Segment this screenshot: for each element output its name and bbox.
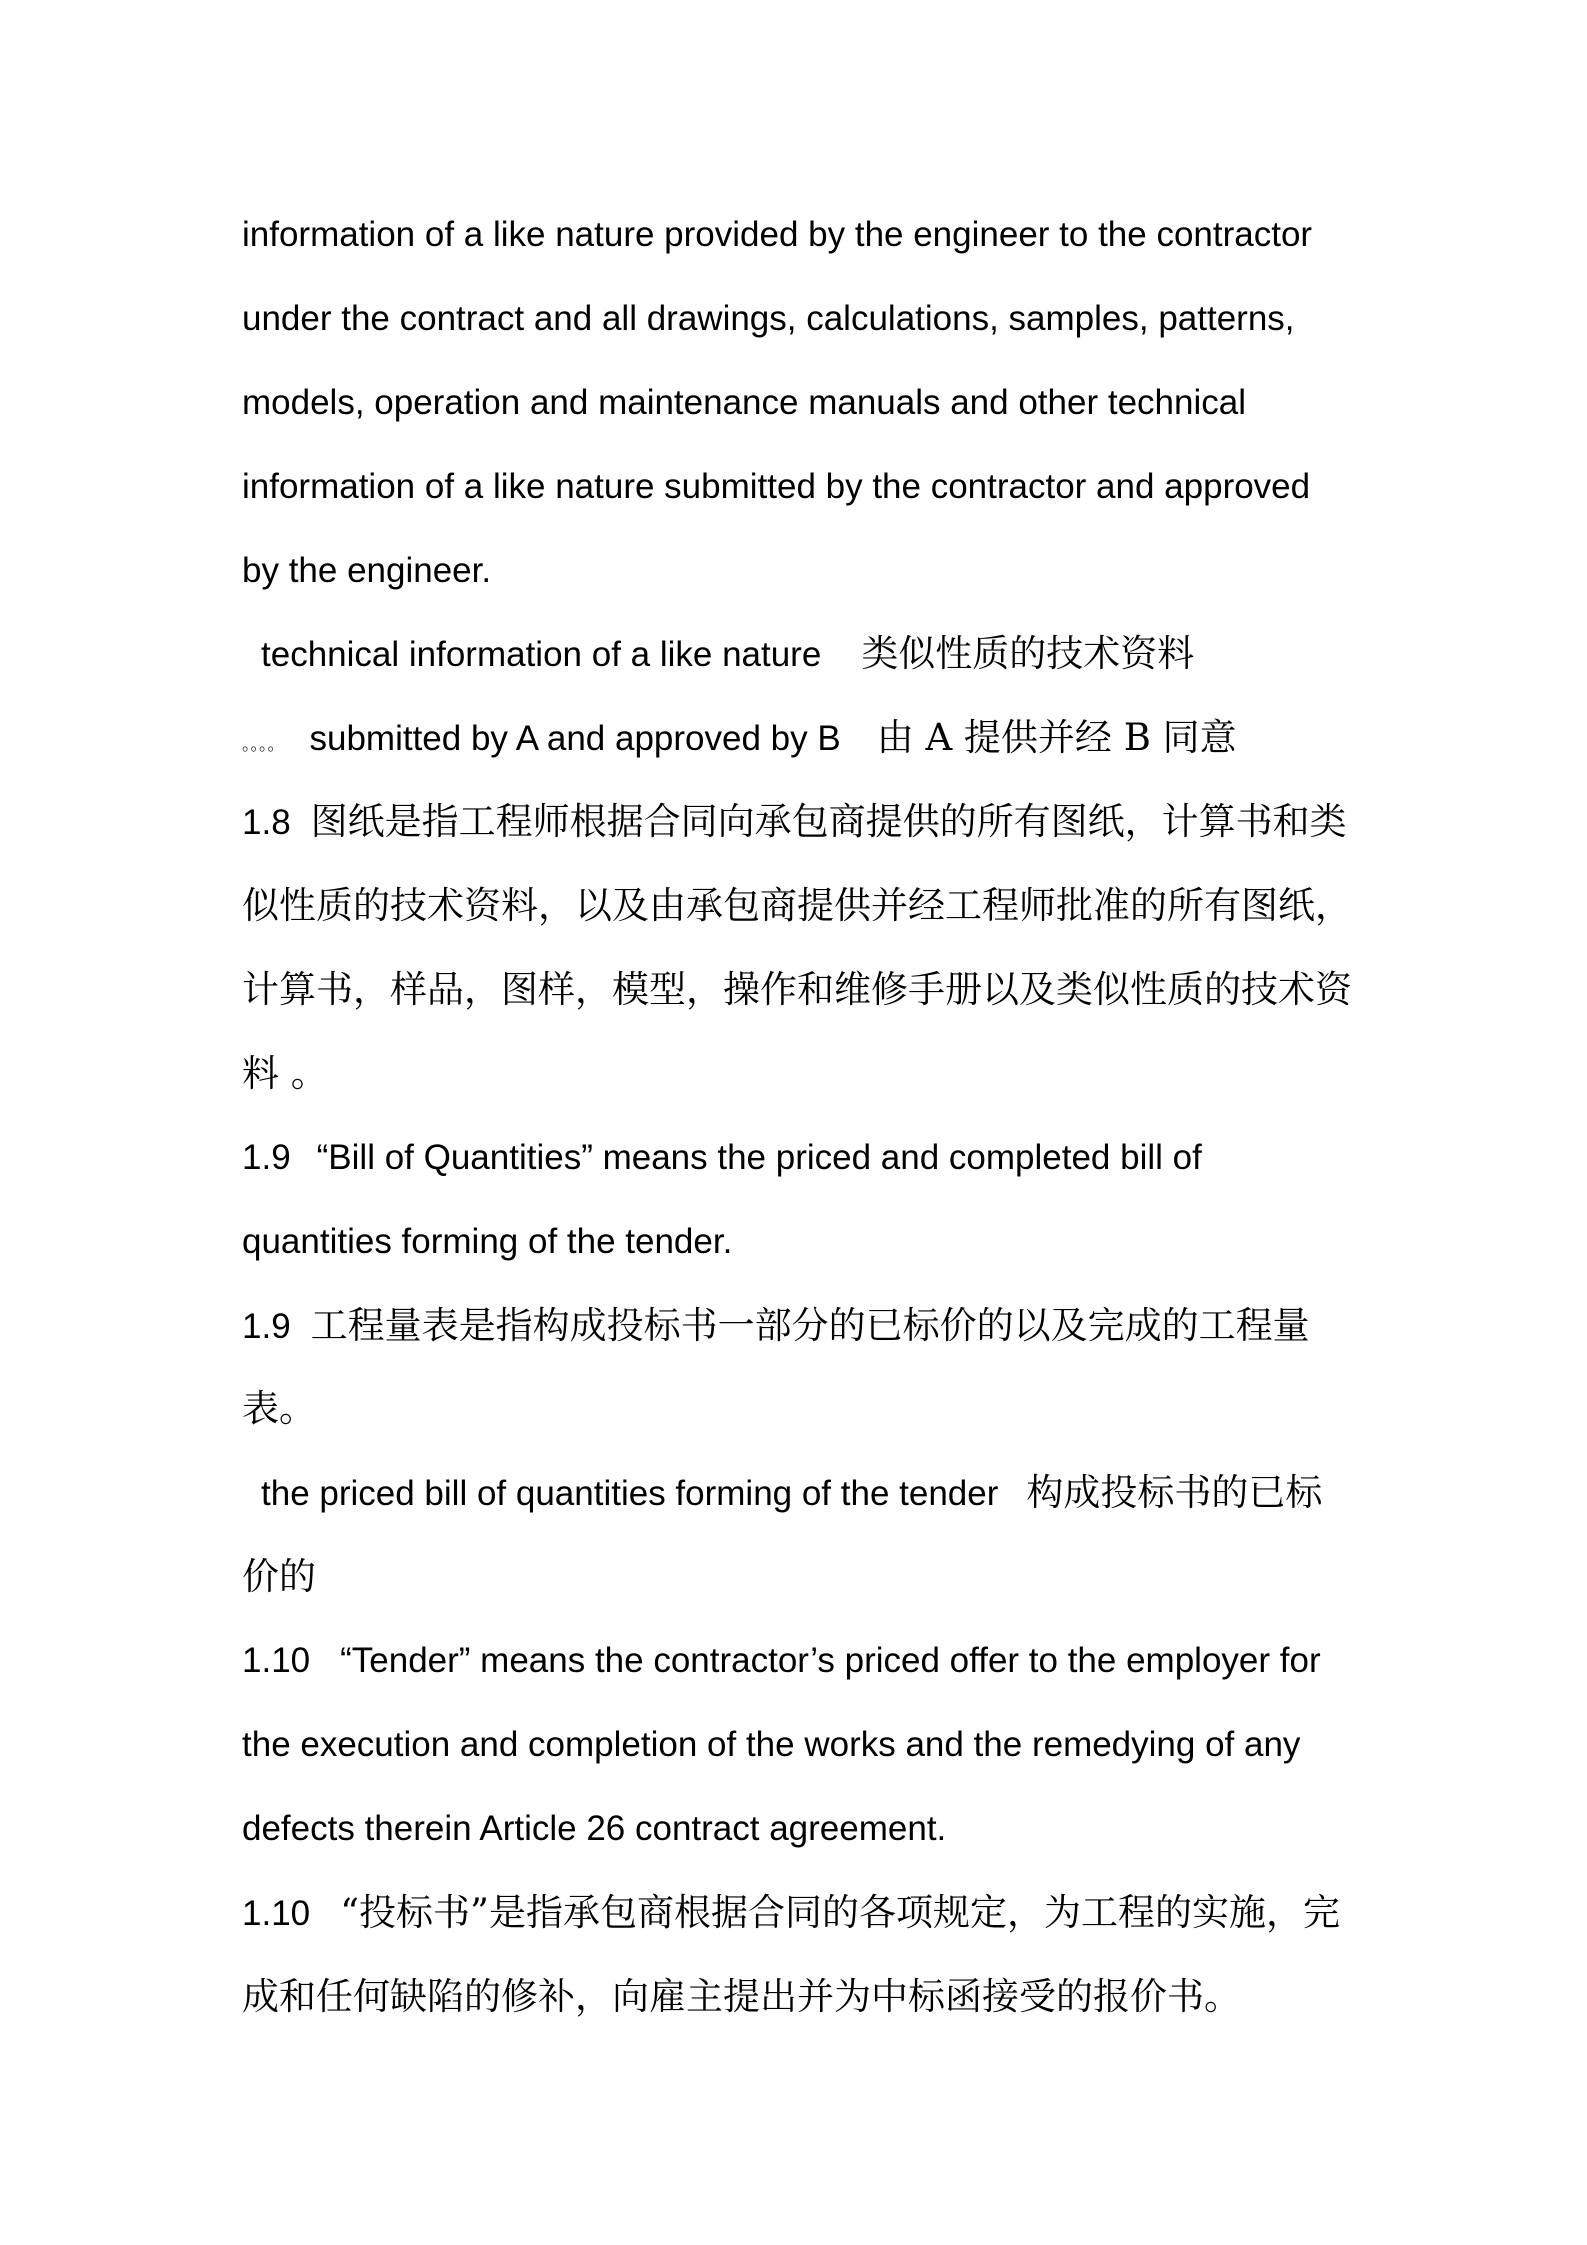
definition-drawings-en [242, 193, 1542, 612]
text-line: defects therein Article 26 contract agreement. [242, 1808, 947, 1848]
vocab-term: the priced bill of quantities forming of the tender [261, 1474, 999, 1514]
vocab-notes-1-9 [242, 1451, 1542, 1619]
clause-number: 1.10 [242, 1893, 311, 1933]
document-page [242, 193, 1542, 2039]
clause-1-9-en [242, 1116, 1542, 1284]
clause-text: 图纸是指工程师根据合同向承包商提供的所有图纸，计算书和类 [310, 800, 1347, 844]
vocab-term: submitted by A and approved by B [309, 719, 841, 759]
clause-number: 1.8 [242, 803, 291, 843]
clause-text: 工程量表是指构成投标书一部分的已标价的以及完成的工程量 [310, 1303, 1310, 1347]
text-line: under the contract and all drawings, calculations, samples, patterns, [242, 298, 1295, 338]
text-line: 似性质的技术资料，以及由承包商提供并经工程师批准的所有图纸， [242, 884, 1352, 928]
text-line: 计算书，样品，图样，模型，操作和维修手册以及类似性质的技术资 [242, 968, 1352, 1012]
clause-number: 1.9 [242, 1306, 291, 1346]
text-line: 表。 [242, 1387, 316, 1431]
vocab-translation-continued: 价的 [242, 1555, 316, 1599]
clause-text: “Tender” means the contractor’s priced offer to the employer for [340, 1641, 1321, 1681]
text-line [242, 780, 1542, 864]
clause-1-10-zh [242, 1871, 1542, 2039]
text-line: information of a like nature submitted by the contractor and approved [242, 466, 1311, 506]
vocab-translation: 构成投标书的已标 [1026, 1471, 1323, 1515]
vocab-note [242, 1451, 1542, 1535]
vocab-translation: 由 A 提供并经 B 同意 [876, 716, 1237, 760]
clause-number: 1.10 [242, 1641, 311, 1681]
clause-1-10-en [242, 1619, 1542, 1871]
text-line [242, 1116, 1542, 1200]
clause-text: “Bill of Quantities” means the priced and completed bill of [316, 1137, 1202, 1177]
vocab-translation: 类似性质的技术资料 [861, 632, 1195, 676]
ellipsis-marks: 。。。。 [242, 735, 285, 756]
text-line: models, operation and maintenance manuals and other technical [242, 382, 1246, 422]
vocab-note [242, 696, 1542, 780]
vocab-note [242, 612, 1542, 696]
text-line [242, 1284, 1542, 1368]
text-line: information of a like nature provided by the engineer to the contractor [242, 215, 1313, 254]
text-line: 料 。 [242, 1051, 328, 1095]
text-line [242, 1871, 1542, 1955]
clause-number: 1.9 [242, 1137, 291, 1177]
text-line [242, 1619, 1542, 1703]
clause-text: “投标书”是指承包商根据合同的各项规定，为工程的实施，完 [340, 1890, 1340, 1934]
text-line: 成和任何缺陷的修补，向雇主提出并为中标函接受的报价书。 [242, 1974, 1241, 2018]
vocab-term: technical information of a like nature [261, 635, 822, 675]
clause-1-8-zh [242, 780, 1542, 1116]
text-line: the execution and completion of the works and the remedying of any [242, 1725, 1301, 1765]
clause-1-9-zh [242, 1284, 1542, 1452]
text-line: quantities forming of the tender. [242, 1221, 733, 1261]
vocab-notes-1-8 [242, 612, 1542, 780]
text-line: by the engineer. [242, 550, 492, 590]
